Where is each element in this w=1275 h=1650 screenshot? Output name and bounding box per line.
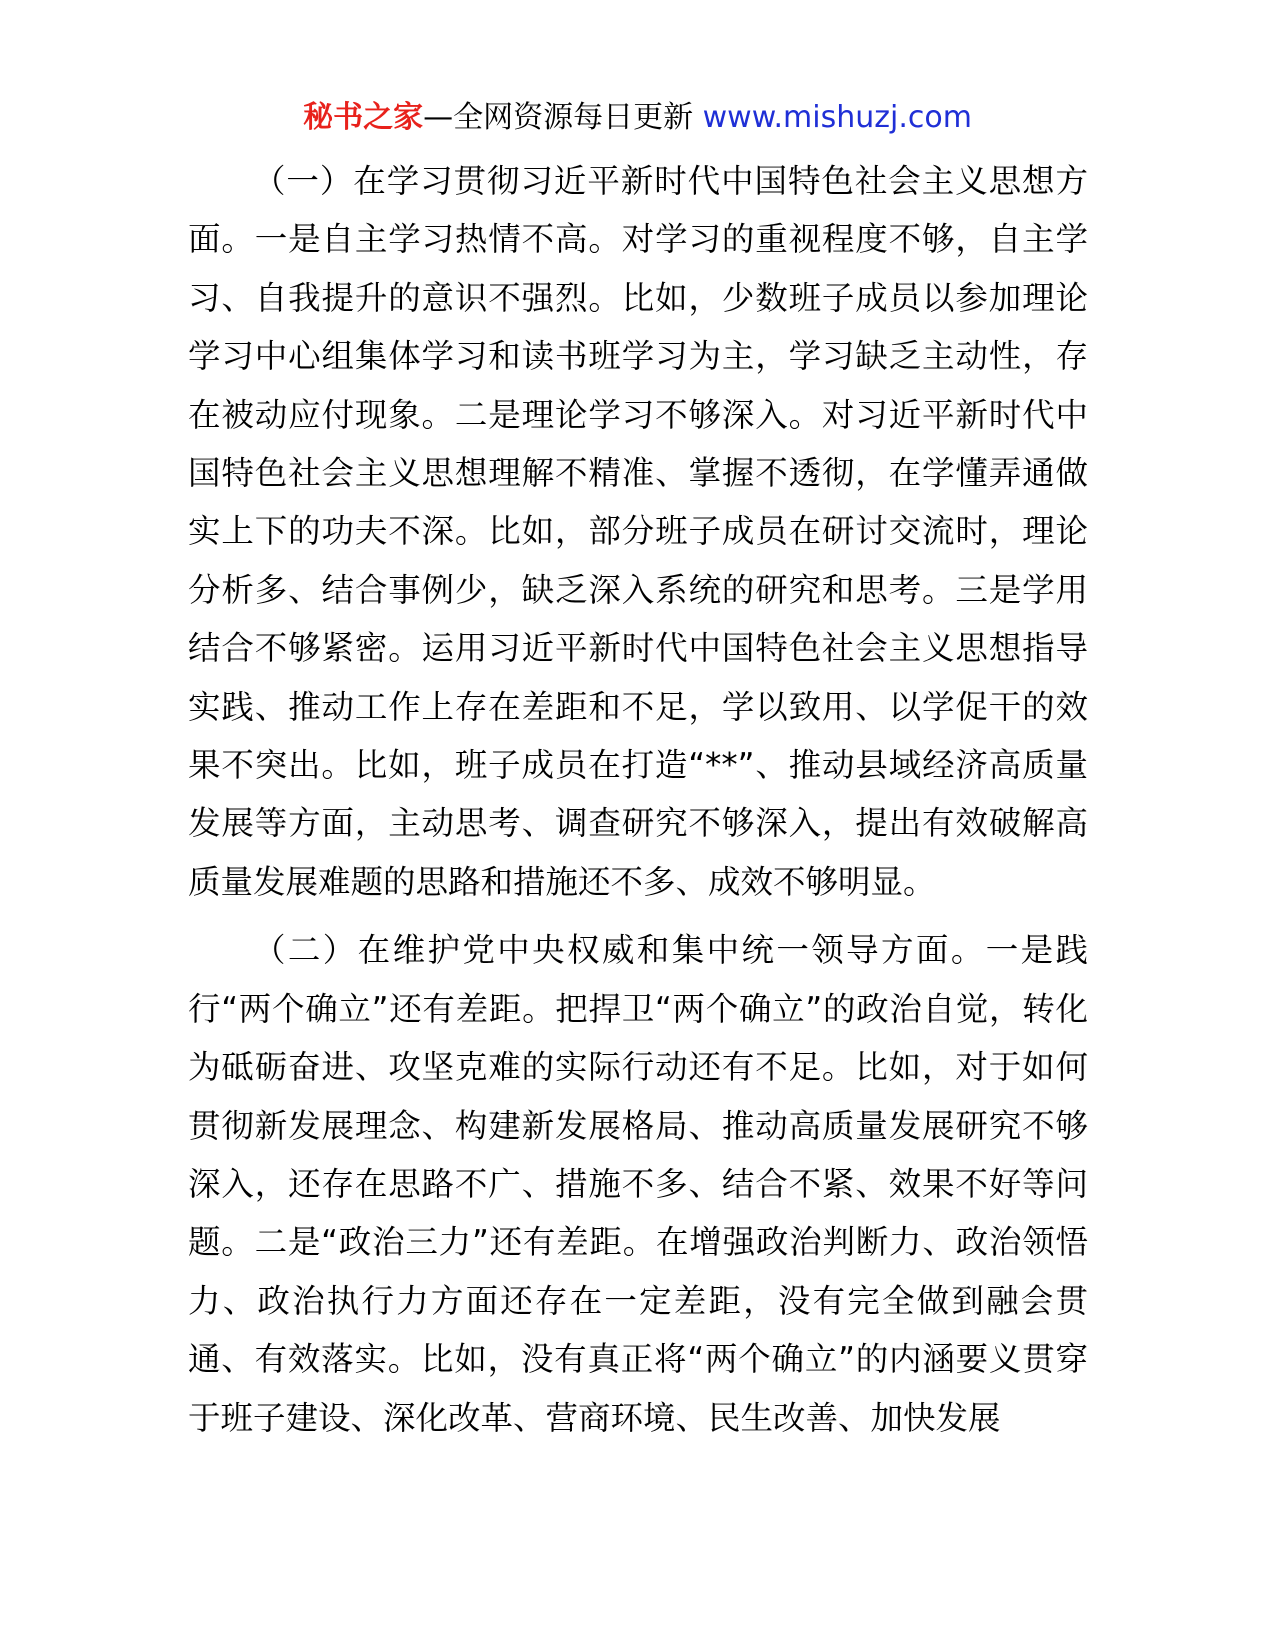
- brand-name: 秘书之家: [303, 100, 424, 135]
- page-header: [0, 96, 1275, 140]
- header-tagline: —全网资源每日更新: [423, 100, 703, 135]
- paragraph-section-two: （二）在维护党中央权威和集中统一领导方面。一是践行“两个确立”还有差距。把捍卫“两个确立”的政治自觉，转化为砥砺奋进、攻坚克难的实际行动还有不足。比如，对于如何贯彻新发展理念、构建新发展格局、推动高质量发展研究不够深入，还存在思路不广、措施不多、结合不紧、效果不好等问题。二是“政治三力”还有差距。在增强政治判断力、政治领悟力、政治执行力方面还存在一定差距，没有完全做到融会贯通、有效落实。比如，没有真正将“两个确立”的内涵要义贯穿于班子建设、深化改革、营商环境、民生改善、加快发展: [188, 931, 1088, 1437]
- paragraph-section-one: （一）在学习贯彻习近平新时代中国特色社会主义思想方面。一是自主学习热情不高。对学习的重视程度不够，自主学习、自我提升的意识不强烈。比如，少数班子成员以参加理论学习中心组集体学习和读书班学习为主，学习缺乏主动性，存在被动应付现象。二是理论学习不够深入。对习近平新时代中国特色社会主义思想理解不精准、掌握不透彻，在学懂弄通做实上下的功夫不深。比如，部分班子成员在研讨交流时，理论分析多、结合事例少，缺乏深入系统的研究和思考。三是学用结合不够紧密。运用习近平新时代中国特色社会主义思想指导实践、推动工作上存在差距和不足，学以致用、以学促干的效果不突出。比如，班子成员在打造“**”、推动县域经济高质量发展等方面，主动思考、调查研究不够深入，提出有效破解高质量发展难题的思路和措施还不多、成效不够明显。: [188, 162, 1088, 901]
- website-url[interactable]: www.mishuzj.com: [702, 100, 972, 135]
- document-body: [188, 152, 1088, 1447]
